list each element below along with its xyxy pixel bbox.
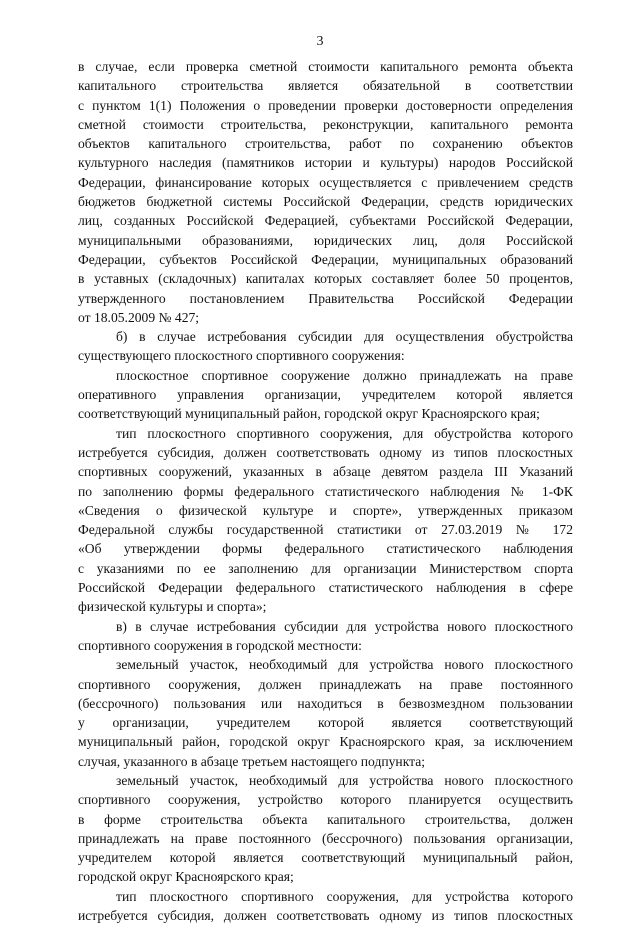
text-line: в случае, если проверка сметной стоимости капитального ремонта объекта: [78, 59, 573, 74]
text-line: утвержденного постановлением Правительства Российской Федерации: [78, 290, 573, 306]
text-line: объектов капитального строительства, работ по сохранению объектов: [78, 136, 573, 152]
text-line: у организации, учредителем которой является соответствующий: [78, 715, 573, 731]
text-line: Российской Федерации федерального статистического наблюдения в сфере: [78, 580, 573, 596]
text-line: Федерации, субъектов Российской Федерации, муниципальных образований: [78, 251, 573, 267]
text-line: земельный участок, необходимый для устройства нового плоскостного: [116, 657, 573, 673]
text-line: истребуется субсидия, должен соответствовать одному из типов плоскостных: [78, 908, 573, 924]
paragraph: [78, 655, 573, 771]
text-line: в) в случае истребования субсидии для устройства нового плоскостного: [116, 618, 573, 634]
text-line: соответствующий муниципальный район, городской округ Красноярского края;: [78, 406, 540, 422]
paragraph: [78, 327, 573, 366]
text-line: муниципальный район, городской округ Красноярского края, за исключением: [78, 734, 573, 750]
text-line: спортивного сооружения, должен принадлежать на праве постоянного: [78, 676, 573, 692]
text-line: «Об утверждении формы федерального статистического наблюдения: [78, 541, 573, 557]
text-line: городской округ Красноярского края;: [78, 869, 294, 885]
text-line: Федеральной службы государственной статистики от 27.03.2019 № 172: [78, 522, 573, 538]
paragraph: [78, 617, 573, 656]
text-line: (бессрочного) пользования или находиться в безвозмездном пользовании: [78, 695, 573, 711]
paragraph: [78, 366, 573, 424]
text-line: оперативного управления организации, учредителем которой является: [78, 387, 573, 403]
text-line: лиц, созданных Российской Федерацией, субъектами Российской Федерации,: [78, 213, 573, 229]
paragraph: [78, 887, 573, 925]
text-line: истребуется субсидия, должен соответствовать одному из типов плоскостных: [78, 444, 573, 460]
text-line: капитального строительства является обязательной в соответствии: [78, 78, 573, 94]
text-line: существующего плоскостного спортивного сооружения:: [78, 348, 405, 364]
text-line: в форме строительства объекта капитального строительства, должен: [78, 811, 573, 827]
text-line: муниципальными образованиями, юридических лиц, доля Российской: [78, 232, 573, 248]
text-line: спортивных сооружений, указанных в абзаце девятом раздела III Указаний: [78, 464, 573, 480]
text-line: б) в случае истребования субсидии для осуществления обустройства: [116, 329, 573, 345]
text-line: земельный участок, необходимый для устройства нового плоскостного: [116, 772, 573, 788]
text-line: с пунктом 1(1) Положения о проведении проверки достоверности определения: [78, 97, 573, 113]
text-line: в уставных (складочных) капиталах которых составляет более 50 процентов,: [78, 271, 573, 287]
document-body: [78, 57, 573, 925]
text-line: от 18.05.2009 № 427;: [78, 309, 200, 325]
text-line: «Сведения о физической культуре и спорте», утвержденных приказом: [78, 502, 573, 518]
text-line: физической культуры и спорта»;: [78, 599, 267, 615]
text-line: спортивного сооружения, устройство которого планируется осуществить: [78, 792, 573, 808]
page-number: 3: [316, 34, 324, 49]
paragraph: [78, 57, 573, 327]
paragraph: [78, 424, 573, 617]
text-line: принадлежать на праве постоянного (бессрочного) пользования организации,: [78, 830, 573, 846]
text-line: учредителем которой является соответствующий муниципальный район,: [78, 850, 573, 866]
text-line: сметной стоимости строительства, реконструкции, капитального ремонта: [78, 116, 573, 132]
text-line: бюджетов бюджетной системы Российской Федерации, средств юридических: [78, 194, 573, 210]
text-line: тип плоскостного спортивного сооружения, для устройства которого: [116, 888, 573, 904]
text-line: Федерации, финансирование которых осуществляется с привлечением средств: [78, 174, 573, 190]
text-line: случая, указанного в абзаце третьем настоящего подпункта;: [78, 753, 426, 769]
paragraph: [78, 771, 573, 887]
text-line: плоскостное спортивное сооружение должно принадлежать на праве: [116, 367, 573, 383]
text-line: спортивного сооружения в городской местности:: [78, 637, 362, 653]
text-line: с указаниями по ее заполнению для организации Министерством спорта: [78, 560, 573, 576]
text-line: по заполнению формы федерального статистического наблюдения № 1-ФК: [78, 483, 573, 499]
text-line: культурного наследия (памятников истории и культуры) народов Российской: [78, 155, 573, 171]
text-line: тип плоскостного спортивного сооружения, для обустройства которого: [116, 425, 573, 441]
